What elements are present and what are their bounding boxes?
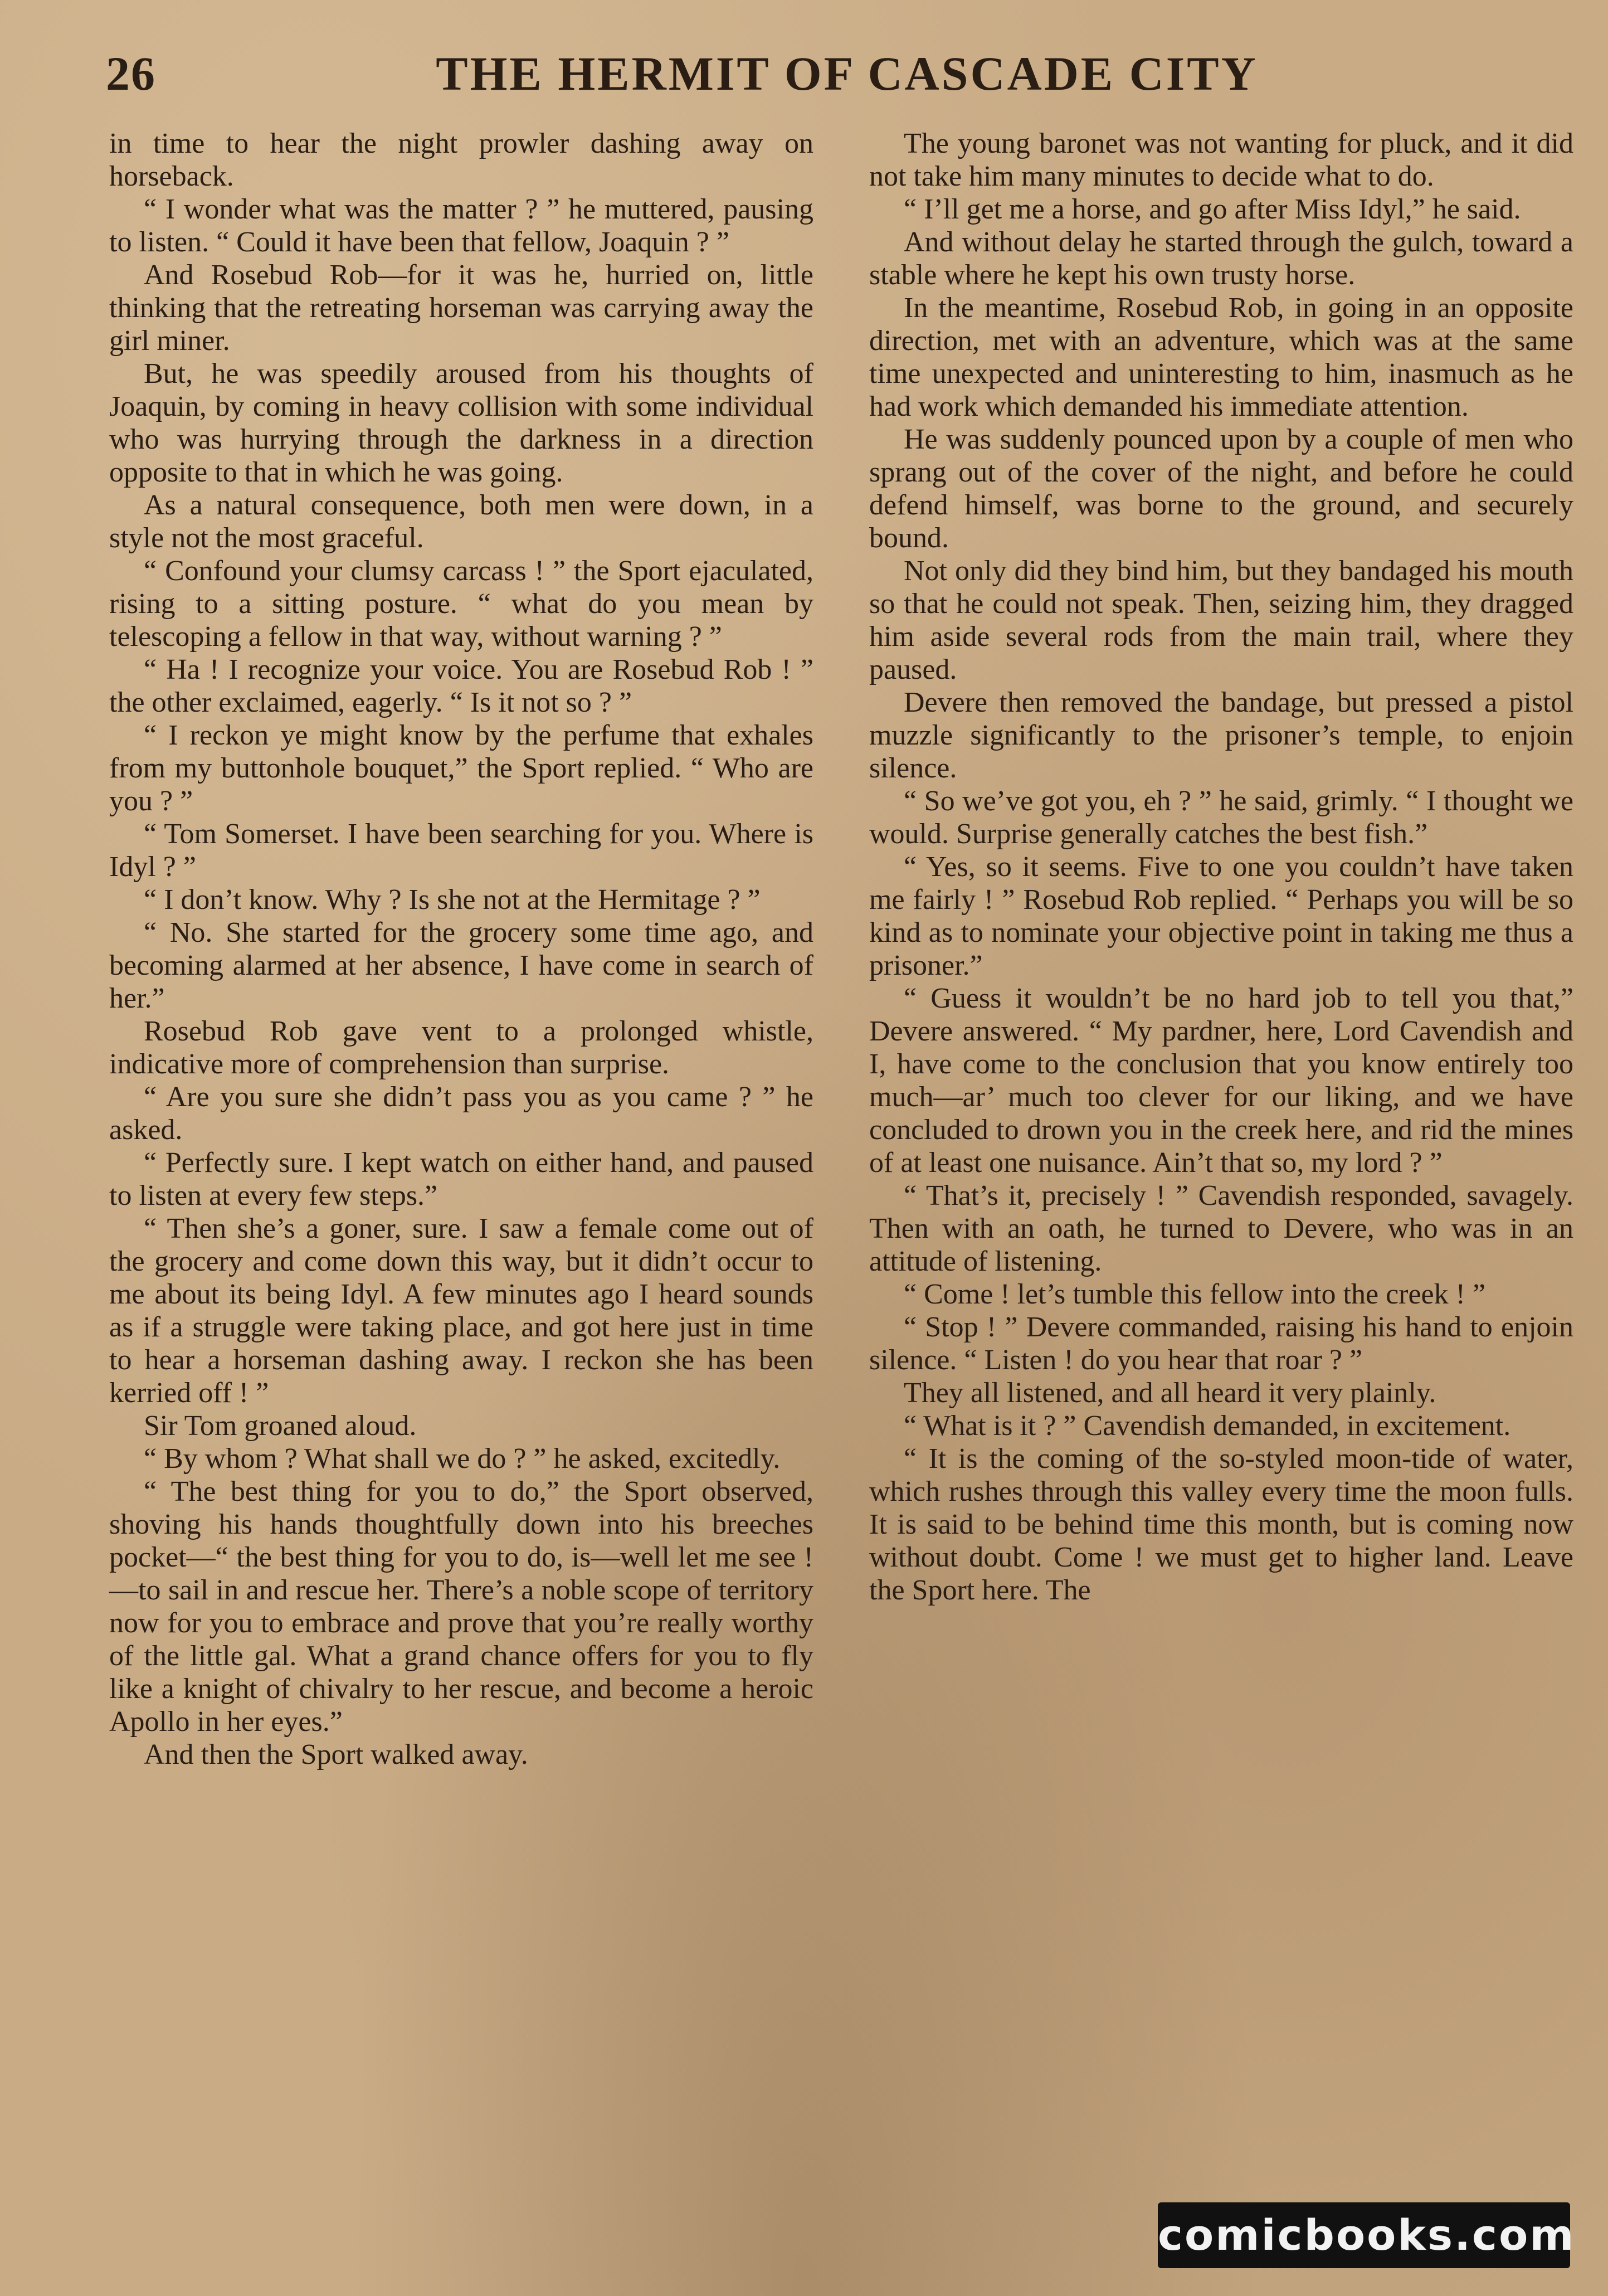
- paragraph: And then the Sport walked away.: [144, 1739, 528, 1770]
- paragraph: “ The best thing for you to do,” the Sport observed, shoving his hands thoughtfully down into his breeches pocket—“ the best thing for you to do, is—well let me see !—to sail in and rescue her. There’s a noble scope of territory now for you to embrace and prove that you’re really worthy of the little gal. What a grand chance offers for you to fly like a knight of chivalry to her rescue, and become a heroic Apollo in her eyes.”: [109, 1476, 813, 1738]
- paragraph: “ It is the coming of the so-styled moon-tide of water, which rushes through this valley every time the moon fulls. It is said to be behind time this month, but is coming now without doubt. Come ! we must get to higher land. Leave the Sport here. The: [869, 1443, 1573, 1606]
- paragraph: “ So we’ve got you, eh ? ” he said, grimly. “ I thought we would. Surprise generally catches the best fish.”: [869, 785, 1573, 850]
- paragraph: As a natural consequence, both men were down, in a style not the most graceful.: [109, 489, 813, 554]
- page-header: [106, 46, 1566, 113]
- paragraph: The young baronet was not wanting for pluck, and it did not take him many minutes to decide what to do.: [869, 128, 1573, 192]
- paragraph: Rosebud Rob gave vent to a prolonged whistle, indicative more of comprehension than surprise.: [109, 1015, 813, 1080]
- site-watermark: comicbooks.com: [1158, 2202, 1570, 2268]
- paragraph: And without delay he started through the gulch, toward a stable where he kept his own trusty horse.: [869, 226, 1573, 291]
- paragraph: in time to hear the night prowler dashing away on horseback.: [109, 128, 813, 192]
- paragraph: “ Yes, so it seems. Five to one you couldn’t have taken me fairly ! ” Rosebud Rob replied. “ Perhaps you will be so kind as to nominate your objective point in taking me thus a prisoner.”: [869, 851, 1573, 981]
- paragraph: “ I reckon ye might know by the perfume that exhales from my buttonhole bouquet,” the Sport replied. “ Who are you ? ”: [109, 719, 813, 817]
- paragraph: “ Perfectly sure. I kept watch on either hand, and paused to listen at every few steps.”: [109, 1147, 813, 1212]
- paragraph: “ I’ll get me a horse, and go after Miss Idyl,” he said.: [904, 193, 1521, 225]
- paragraph: And Rosebud Rob—for it was he, hurried on, little thinking that the retreating horseman was carrying away the girl miner.: [109, 259, 813, 357]
- paragraph: “ What is it ? ” Cavendish demanded, in excitement.: [904, 1410, 1511, 1442]
- paragraph: “ Tom Somerset. I have been searching for you. Where is Idyl ? ”: [109, 818, 813, 883]
- paragraph: “ Come ! let’s tumble this fellow into the creek ! ”: [904, 1278, 1486, 1310]
- paragraph: But, he was speedily aroused from his thoughts of Joaquin, by coming in heavy collision with some individual who was hurrying through the darkness in a direction opposite to that in which he was going.: [109, 358, 813, 488]
- paragraph: Not only did they bind him, but they bandaged his mouth so that he could not speak. Then, seizing him, they dragged him aside several rods from the main trail, where they paused.: [869, 555, 1573, 685]
- paragraph: “ By whom ? What shall we do ? ” he asked, excitedly.: [144, 1443, 781, 1475]
- paragraph: In the meantime, Rosebud Rob, in going in an opposite direction, met with an adventure, which was at the same time unexpected and uninteresting to him, inasmuch as he had work which demanded his immediate attention.: [869, 292, 1573, 422]
- paragraph: Sir Tom groaned aloud.: [144, 1410, 417, 1442]
- paragraph: “ Are you sure she didn’t pass you as you came ? ” he asked.: [109, 1081, 813, 1146]
- paragraph: “ I don’t know. Why ? Is she not at the Hermitage ? ”: [144, 884, 761, 916]
- paragraph: Devere then removed the bandage, but pressed a pistol muzzle significantly to the prisoner’s temple, to enjoin silence.: [869, 687, 1573, 784]
- right-column: [869, 127, 1573, 1607]
- paragraph: “ Stop ! ” Devere commanded, raising his hand to enjoin silence. “ Listen ! do you hear that roar ? ”: [869, 1311, 1573, 1376]
- paragraph: “ Ha ! I recognize your voice. You are Rosebud Rob ! ” the other exclaimed, eagerly. “ Is it not so ? ”: [109, 654, 813, 718]
- paragraph: They all listened, and all heard it very plainly.: [904, 1377, 1436, 1409]
- paragraph: He was suddenly pounced upon by a couple of men who sprang out of the cover of the night, and before he could defend himself, was borne to the ground, and securely bound.: [869, 424, 1573, 554]
- paragraph: “ That’s it, precisely ! ” Cavendish responded, savagely. Then with an oath, he turned to Devere, who was in an attitude of listening.: [869, 1180, 1573, 1277]
- left-column: [109, 127, 813, 1771]
- paragraph: “ Then she’s a goner, sure. I saw a female come out of the grocery and come down this way, but it didn’t occur to me about its being Idyl. A few minutes ago I heard sounds as if a struggle were taking place, and got here just in time to hear a horseman dashing away. I reckon she has been kerried off ! ”: [109, 1213, 813, 1409]
- paragraph: “ Guess it wouldn’t be no hard job to tell you that,” Devere answered. “ My pardner, here, Lord Cavendish and I, have come to the conclusion that you know entirely too much—ar’ much too clever for our liking, and we have concluded to drown you in the creek here, and rid the mines of at least one nuisance. Ain’t that so, my lord ? ”: [869, 982, 1573, 1179]
- paragraph: “ Confound your clumsy carcass ! ” the Sport ejaculated, rising to a sitting posture. “ what do you mean by telescoping a fellow in that way, without warning ? ”: [109, 555, 813, 653]
- paragraph: “ I wonder what was the matter ? ” he muttered, pausing to listen. “ Could it have been that fellow, Joaquin ? ”: [109, 193, 813, 258]
- page-number: 26: [106, 47, 156, 100]
- running-title: THE HERMIT OF CASCADE CITY: [436, 47, 1258, 100]
- paragraph: “ No. She started for the grocery some time ago, and becoming alarmed at her absence, I have come in search of her.”: [109, 917, 813, 1014]
